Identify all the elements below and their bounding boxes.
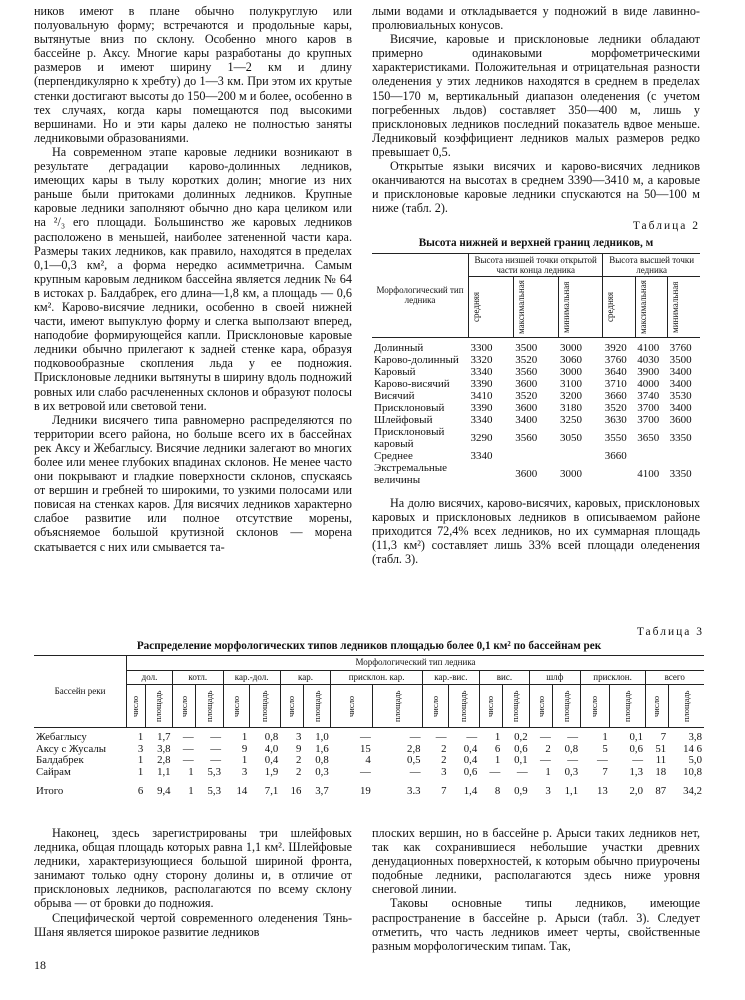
table2-cell: 3340	[470, 413, 493, 426]
table2-sub: максимальная	[637, 279, 648, 334]
table2-cell: 3410	[470, 389, 493, 402]
table2-cell: 3530	[669, 389, 692, 402]
table3-cell: 4,0	[264, 742, 279, 755]
table3-cell: 1,6	[315, 742, 329, 755]
table3-cell: 3,8	[688, 731, 702, 743]
table2-cell: 3340	[470, 449, 493, 462]
table2-row	[372, 378, 700, 390]
table3-sub-header: площадь	[259, 690, 270, 722]
table2-cell: 3760	[604, 353, 627, 366]
table3-cell: 9	[241, 742, 248, 755]
table3-cell: —	[210, 731, 221, 743]
table2-row	[372, 354, 700, 366]
table3-cell: —	[182, 731, 194, 743]
table3-sub-header: число	[535, 695, 546, 717]
table3-sub-header: число	[286, 695, 297, 717]
table3-cell: 6	[494, 742, 501, 755]
table3-cell: 0,8	[264, 731, 279, 743]
table2-cell: 3520	[515, 389, 538, 402]
table2-cell: 3000	[560, 341, 583, 354]
table3-label: Таблица 3	[636, 626, 704, 638]
table2-cell: 3250	[560, 413, 583, 426]
table3-cell: 0,4	[463, 754, 478, 766]
table2-cell: 3920	[604, 341, 627, 354]
table3-cell: 8	[494, 785, 501, 797]
table3-cell: 87	[655, 785, 667, 797]
paragraph: Таковы основные типы ледников, имеющие распространение в бассейне р. Арыси (табл. 3). Следует отметить, что часть ледников имеет черты, свойственные разным морфологическим типам. Так,	[372, 896, 700, 953]
table3-cell: 19	[360, 785, 371, 797]
table2-cell: 3650	[637, 431, 660, 444]
table2-cell: 3500	[669, 353, 692, 366]
table2-cell: 3740	[637, 389, 660, 402]
table3-cell: 1,1	[564, 785, 579, 797]
table3-cell: —	[360, 731, 371, 743]
table3-sub-header: площадь	[458, 690, 469, 722]
table3-cell: 1	[188, 765, 194, 778]
table3-cell: 1,3	[629, 765, 643, 778]
table2-cell: 3400	[515, 413, 538, 426]
table3-cell: 0,3	[564, 765, 579, 778]
table2-cell	[469, 462, 514, 486]
table2-cell	[635, 450, 667, 462]
table2-cell: 3600	[515, 377, 538, 390]
table3-cell: 3,8	[157, 742, 171, 755]
table2-row-name: Присклоновый	[374, 401, 445, 414]
table3-cell: —	[182, 742, 194, 755]
table3-body	[34, 728, 704, 798]
table3-cell: 5,3	[207, 785, 221, 797]
table2-cell: 3700	[637, 401, 660, 414]
table3-cell: 13	[597, 785, 608, 797]
table3-cell: 34,2	[683, 785, 702, 797]
table2-cell: 3500	[515, 341, 538, 354]
table3-cell: 0,6	[514, 742, 528, 755]
table3-cell: 3	[441, 765, 447, 778]
table3-type-header: шлф	[530, 670, 580, 685]
table3-sub-header: площадь	[392, 690, 403, 722]
table3-cell: 0,1	[514, 754, 528, 766]
table2-cell: 4000	[637, 377, 660, 390]
table3-cell: —	[466, 731, 478, 743]
table3-cell: 14	[236, 785, 248, 797]
table3-cell: 1,1	[157, 765, 171, 778]
table3-type-header: кар.-вис.	[423, 670, 480, 685]
table2-cell: 3180	[560, 401, 583, 414]
table3-cell: 1	[494, 731, 501, 743]
table2-cell: 3700	[637, 413, 660, 426]
table2-cell: 3000	[560, 467, 583, 480]
table3-cell: —	[539, 731, 551, 743]
table3-type-header: кар.-дол.	[223, 670, 280, 685]
table3-cell: —	[567, 731, 579, 743]
table2-row	[372, 366, 700, 378]
table2-cell: 4100	[637, 467, 660, 480]
table3-row	[34, 755, 704, 767]
table3-subs-row	[34, 685, 704, 728]
table3-cell: —	[597, 754, 608, 766]
table3-cell: 1	[241, 731, 248, 743]
table2-caption: Высота нижней и верхней границ ледников, м	[418, 236, 654, 249]
table3-cell: 1	[188, 785, 194, 797]
table3-cell: 1,0	[315, 731, 329, 743]
table3-cell: 1	[602, 731, 608, 743]
table3-type-header: присклон. кар.	[331, 670, 423, 685]
table2-row-name: Каровый	[374, 365, 416, 378]
table2-cell: 3660	[604, 449, 627, 462]
table3-type-header: вис.	[479, 670, 529, 685]
table2-cell: 3400	[669, 365, 692, 378]
table2-row-name: Среднее	[374, 449, 413, 462]
paragraph: На современном этапе каровые ледники возникают в результате деградации карово-долинных ледников, имеющих кары в тылу коротких долин; многие из них раньше были притоками долинных ледников. Крупные каровые ледники заполняют обычно дно кара целиком или на ²/₃ его площади. Большинство же каровых ледников расположено в меньшей, наиболее затененной части кара. Размеры таких ледников, как правило, находятся в пределах 0,1—0,3 км², а форма нередко асимметрична. Самым крупным каровым ледником бассейна является ледник № 64 в истоках р. Балдабрек, его длина—1,8 км, а площадь — 0,6 км². Карово-висячие ледники, особенно в своей нижней части, имеют выпуклую форму и слегка выползают вперед, наподобие формирующейся капли. Присклоновые каровые ледники обычно прилегают к задней стенке кара, образуя подковообразные скопления льда у ее подножия. Присклоновые ледники вытянуты в ширину вдоль подножий ровных или слабо расчлененных склонов и образуют полосы в их ветровой или световой тени.	[34, 144, 352, 413]
table3-sub-header: площадь	[510, 690, 521, 722]
table3-sub-header: площадь	[311, 690, 322, 722]
paragraph: плоских вершин, но в бассейне р. Арыси таких ледников нет, так как сохранившиеся небольшие участки древних денудационных поверхностей, к которым обычно приурочены подобные ледники, располагаются здесь ниже уровня снеговой линии.	[372, 826, 700, 897]
table3-cell: —	[539, 754, 551, 766]
table3-cell: 0,5	[407, 754, 421, 766]
table3-cell: 2	[545, 742, 551, 755]
table3-type-header: присклон.	[580, 670, 645, 685]
table3-cell: 1	[494, 754, 501, 766]
table3-cell: 0,4	[463, 742, 478, 755]
table3-cell: 18	[655, 765, 667, 778]
table2-cell: 3400	[669, 377, 692, 390]
table2-row-name: Экстремальные величины	[374, 461, 448, 486]
table2-cell: 4030	[637, 353, 660, 366]
table2-row	[372, 462, 700, 486]
table3-row	[34, 767, 704, 779]
table3-cell: —	[632, 754, 643, 766]
table3-type-header: котл.	[173, 670, 223, 685]
table2-cell: 3550	[604, 431, 627, 444]
table2-cell	[558, 450, 603, 462]
table3-cell: 1	[137, 731, 144, 743]
table3-cell: 10,8	[683, 765, 702, 778]
table2-row	[372, 450, 700, 462]
table3-cell: 4	[365, 754, 371, 766]
table3-cell: 1	[241, 754, 248, 766]
bottom-right-column	[372, 826, 700, 953]
table2-cell: 3050	[560, 431, 583, 444]
table2-label: Таблица 2	[632, 220, 700, 233]
table3-cell: 1,7	[157, 731, 171, 743]
table2-cell: 3200	[560, 389, 583, 402]
table3-cell: 14 6	[683, 742, 702, 755]
table2-cell: 3560	[515, 431, 538, 444]
table3-cell: 3.3	[407, 785, 421, 797]
table2-cell	[513, 450, 558, 462]
table3-cell: —	[360, 765, 371, 778]
table2-row-name: Карово-долинный	[374, 353, 459, 366]
paragraph: Наконец, здесь зарегистрированы три шлейфовых ледника, общая площадь которых равна 1,1 км². Шлейфовые ледники, характеризующиеся большой шириной фронта, занимают только одну сторону долины и, в отличие от присклоновых ледников, располагаются по всему склону обрыва — от бровки до подножия.	[34, 826, 352, 911]
table3-cell: 2	[296, 754, 302, 766]
table3-cell: 2,0	[629, 785, 643, 797]
table3-sub-header: площадь	[203, 690, 214, 722]
table2-sub: минимальная	[670, 280, 681, 333]
table2-sub: средняя	[471, 291, 481, 322]
table3-cell: 15	[360, 742, 371, 755]
table3-type-header: всего	[645, 670, 704, 685]
table2-cell: 4100	[637, 341, 660, 354]
page-number: 18	[34, 958, 46, 972]
table2-group2: Высота высшей точки ледника	[603, 253, 700, 276]
table3-sub-header: число	[230, 695, 241, 717]
table3-cell: 9,4	[157, 785, 171, 797]
table2-cell: 3000	[560, 365, 583, 378]
table2-sub: максимальная	[515, 279, 526, 334]
table2-row	[372, 414, 700, 426]
table3-cell: 1	[137, 754, 144, 766]
table3-cell: —	[567, 754, 579, 766]
table3-row-name: Сайрам	[36, 765, 71, 778]
paragraph: ников имеют в плане обычно полукруглую или полуовальную форму; встречаются и продольные кары, вытянутые вниз по склону. Особенно много каров в бассейне р. Аксу. Многие кары разработаны до крупных размеров и имеют ширину 1—2 км и длину (перпендикулярно к хребту) до 1—3 км. При этом их крутые стенки достигают высоты до 150—200 м и более, особенно в тех случаях, когда кары помещаются под высокими вершинами. Но и эти кары далеко не полностью заняты ледниковыми образованиями.	[34, 4, 352, 145]
table2-cell: 3350	[669, 467, 692, 480]
table2-row-name: Долинный	[374, 341, 424, 354]
table2-cell: 3710	[604, 377, 627, 390]
table3-cell: 0,3	[315, 765, 329, 778]
table3-cell: 0,6	[463, 765, 478, 778]
table3-sub-header: число	[651, 695, 662, 717]
table3-cell: 5,0	[688, 754, 702, 766]
table2-cell: 3630	[604, 413, 627, 426]
table3-cell: 5,3	[207, 765, 221, 778]
table2-cell	[668, 450, 700, 462]
table3-row-name: Итого	[36, 785, 64, 797]
table3-row-name: Балдабрек	[36, 754, 84, 766]
table2-cell: 3300	[470, 341, 493, 354]
table3-cell: 0,2	[514, 731, 528, 743]
table3-sub-header: число	[130, 695, 141, 717]
table3-type-header: дол.	[127, 670, 173, 685]
table2-row	[372, 426, 700, 450]
table3-cell: 1,4	[463, 785, 478, 797]
table3-cell: 0,1	[629, 731, 643, 743]
table3-cell: 11	[655, 754, 667, 766]
table2-cell: 3290	[470, 431, 493, 444]
table2-cell: 3520	[604, 401, 627, 414]
table2-cell: 3400	[669, 401, 692, 414]
table3-cell: 2,8	[407, 742, 421, 755]
table3-cell: 0,4	[264, 754, 279, 766]
table3-cell: 3,7	[315, 785, 329, 797]
table3-cell: 3	[241, 765, 248, 778]
right-column	[372, 4, 700, 566]
table3-total-row	[34, 778, 704, 798]
table3-cell: 2	[441, 742, 447, 755]
table3-header-basin: Бассейн реки	[34, 656, 127, 728]
table2-cell: 3900	[637, 365, 660, 378]
table2-cell: 3390	[470, 377, 493, 390]
table3-cell: 1,9	[264, 765, 279, 778]
table3-cell: —	[182, 754, 194, 766]
table2-cell: 3320	[470, 353, 493, 366]
table3-header-type: Морфологический тип ледника	[127, 656, 705, 671]
table2-row-name: Висячий	[374, 389, 415, 402]
table3-cell: —	[489, 765, 501, 778]
paragraph: Висячие, каровые и присклоновые ледники обладают примерно одинаковыми морфометрическими характеристиками. Положительная и отрицательная разности оледенения у этих ледников находятся в среднем в пределах 150—170 м, вертикальный диапазон оледенения (с учетом погребенных льдов) составляет 350—400 м, лишь у присклоновых ледников последний показатель вдвое меньше. Ледниковый коэффициент ледников малых размеров редко превышает 0,5.	[372, 32, 700, 159]
table2-cell: 3520	[515, 353, 538, 366]
table3-cell: —	[409, 731, 421, 743]
table2-cell: 3600	[669, 413, 692, 426]
table3-cell: 1	[545, 765, 551, 778]
table3-sub-header: площадь	[621, 690, 632, 722]
table2-header-type: Морфологический тип ледника	[372, 253, 469, 337]
table2-body	[372, 337, 700, 486]
table2-row-name: Карово-висячий	[374, 377, 450, 390]
table3-cell: 3	[137, 742, 144, 755]
table2-cell: 3760	[669, 341, 692, 354]
table2-cell: 3390	[470, 401, 493, 414]
table3-cell: 6	[137, 785, 144, 797]
table2	[372, 253, 700, 486]
table3-cell: —	[210, 742, 221, 755]
table3-cell: 51	[655, 742, 667, 755]
table3-cell: —	[516, 765, 528, 778]
table2-cell	[603, 462, 635, 486]
paragraph: Ледники висячего типа равномерно распределяются по территории всего района, но больше всего их в бассейнах рек Аксу и Жебаглысу. Висячие ледники залегают во многих более или менее глубоких впадинах склонов. Не менее часто они покрывают и гладкие поверхности склонов, спускаясь от вершин и гребней то широкими, то узкими полосами или повисая на стенках каров. Для висячих ледников характерно слабое развитие или полное отсутствие морены, объясняемое большой крутизной склонов — морена скатывается с них или смывается та-	[34, 412, 352, 554]
table3-type-header: кар.	[280, 670, 330, 685]
table2-sub: минимальная	[560, 280, 571, 333]
table2-row	[372, 390, 700, 402]
table2-row	[372, 402, 700, 414]
table3-cell: —	[409, 765, 421, 778]
table3-cell: 7	[602, 765, 608, 778]
table3-row-name: Жебаглысу	[36, 731, 87, 743]
table2-cell: 3560	[515, 365, 538, 378]
table3-block	[34, 622, 704, 798]
table3-cell: —	[435, 731, 447, 743]
table3-cell: 0,8	[315, 754, 329, 766]
table3-sub-header: площадь	[153, 690, 164, 722]
table3-cell: 0,8	[564, 742, 579, 755]
table2-cell: 3640	[604, 365, 627, 378]
paragraph: лыми водами и откладывается у подножий в виде лавинно-пролювиальных конусов.	[372, 4, 700, 33]
table3-sub-header: число	[346, 695, 357, 717]
table3	[34, 655, 704, 798]
table3-caption: Распределение морфологических типов ледников площадью более 0,1 км² по бассейнам рек	[136, 640, 602, 652]
table2-row-name: Шлейфовый	[374, 413, 433, 426]
bottom-left-column	[34, 826, 352, 939]
table3-cell: 2	[441, 754, 447, 766]
table2-row	[372, 337, 700, 354]
table2-cell: 3350	[669, 431, 692, 444]
table3-cell: 7	[660, 731, 667, 743]
table3-cell: 5	[602, 742, 608, 755]
table3-cell: 7	[441, 785, 447, 797]
table3-sub-header: площадь	[560, 690, 571, 722]
table3-sub-header: число	[178, 695, 189, 717]
paragraph: Специфической чертой современного оледенения Тянь-Шаня является широкое развитие ледников	[34, 910, 352, 939]
table3-sub-header: число	[589, 695, 600, 717]
table3-sub-header: площадь	[680, 690, 691, 722]
table3-cell: 1	[137, 765, 144, 778]
table3-cell: 2,8	[157, 754, 171, 766]
table2-row-name: Присклоновый каровый	[374, 425, 445, 450]
table2-sub: средняя	[605, 291, 616, 322]
left-column	[34, 4, 352, 554]
paragraph: На долю висячих, карово-висячих, каровых, присклоновых каровых и присклоновых ледников в описываемом районе приходится 72,4% всех ледников, но их суммарная площадь (11,3 км²) составляет лишь 33% всей площади оледенения (табл. 3).	[372, 495, 700, 566]
paragraph: Открытые языки висячих и карово-висячих ледников оканчиваются на высотах в среднем 3390—3410 м, а каровые и присклоновые каровые ледники спускаются на 50—100 м ниже (табл. 2).	[372, 159, 700, 216]
table3-cell: 3	[296, 731, 302, 743]
table3-cell: —	[210, 754, 221, 766]
table2-cell: 3600	[515, 401, 538, 414]
table3-cell: 9	[296, 742, 302, 755]
table3-cell: 3	[545, 785, 551, 797]
table3-cell: 16	[290, 785, 302, 797]
table2-group1: Высота низшей точки открытой части конца ледника	[469, 253, 603, 276]
table3-row-name: Аксу с Жусалы	[36, 742, 107, 755]
table3-cell: 0,9	[514, 785, 528, 797]
table3-types-row	[34, 670, 704, 685]
table3-sub-header: число	[485, 695, 496, 717]
table3-row	[34, 728, 704, 744]
table2-cell: 3100	[560, 377, 583, 390]
table2-cell: 3600	[515, 467, 538, 480]
table2-cell: 3340	[470, 365, 493, 378]
table2-cell: 3060	[560, 353, 583, 366]
table2-cell: 3660	[604, 389, 627, 402]
table3-cell: 7,1	[264, 785, 279, 797]
table3-sub-header: число	[430, 695, 441, 717]
table3-cell: 2	[296, 765, 302, 778]
table3-cell: 0,6	[629, 742, 643, 755]
